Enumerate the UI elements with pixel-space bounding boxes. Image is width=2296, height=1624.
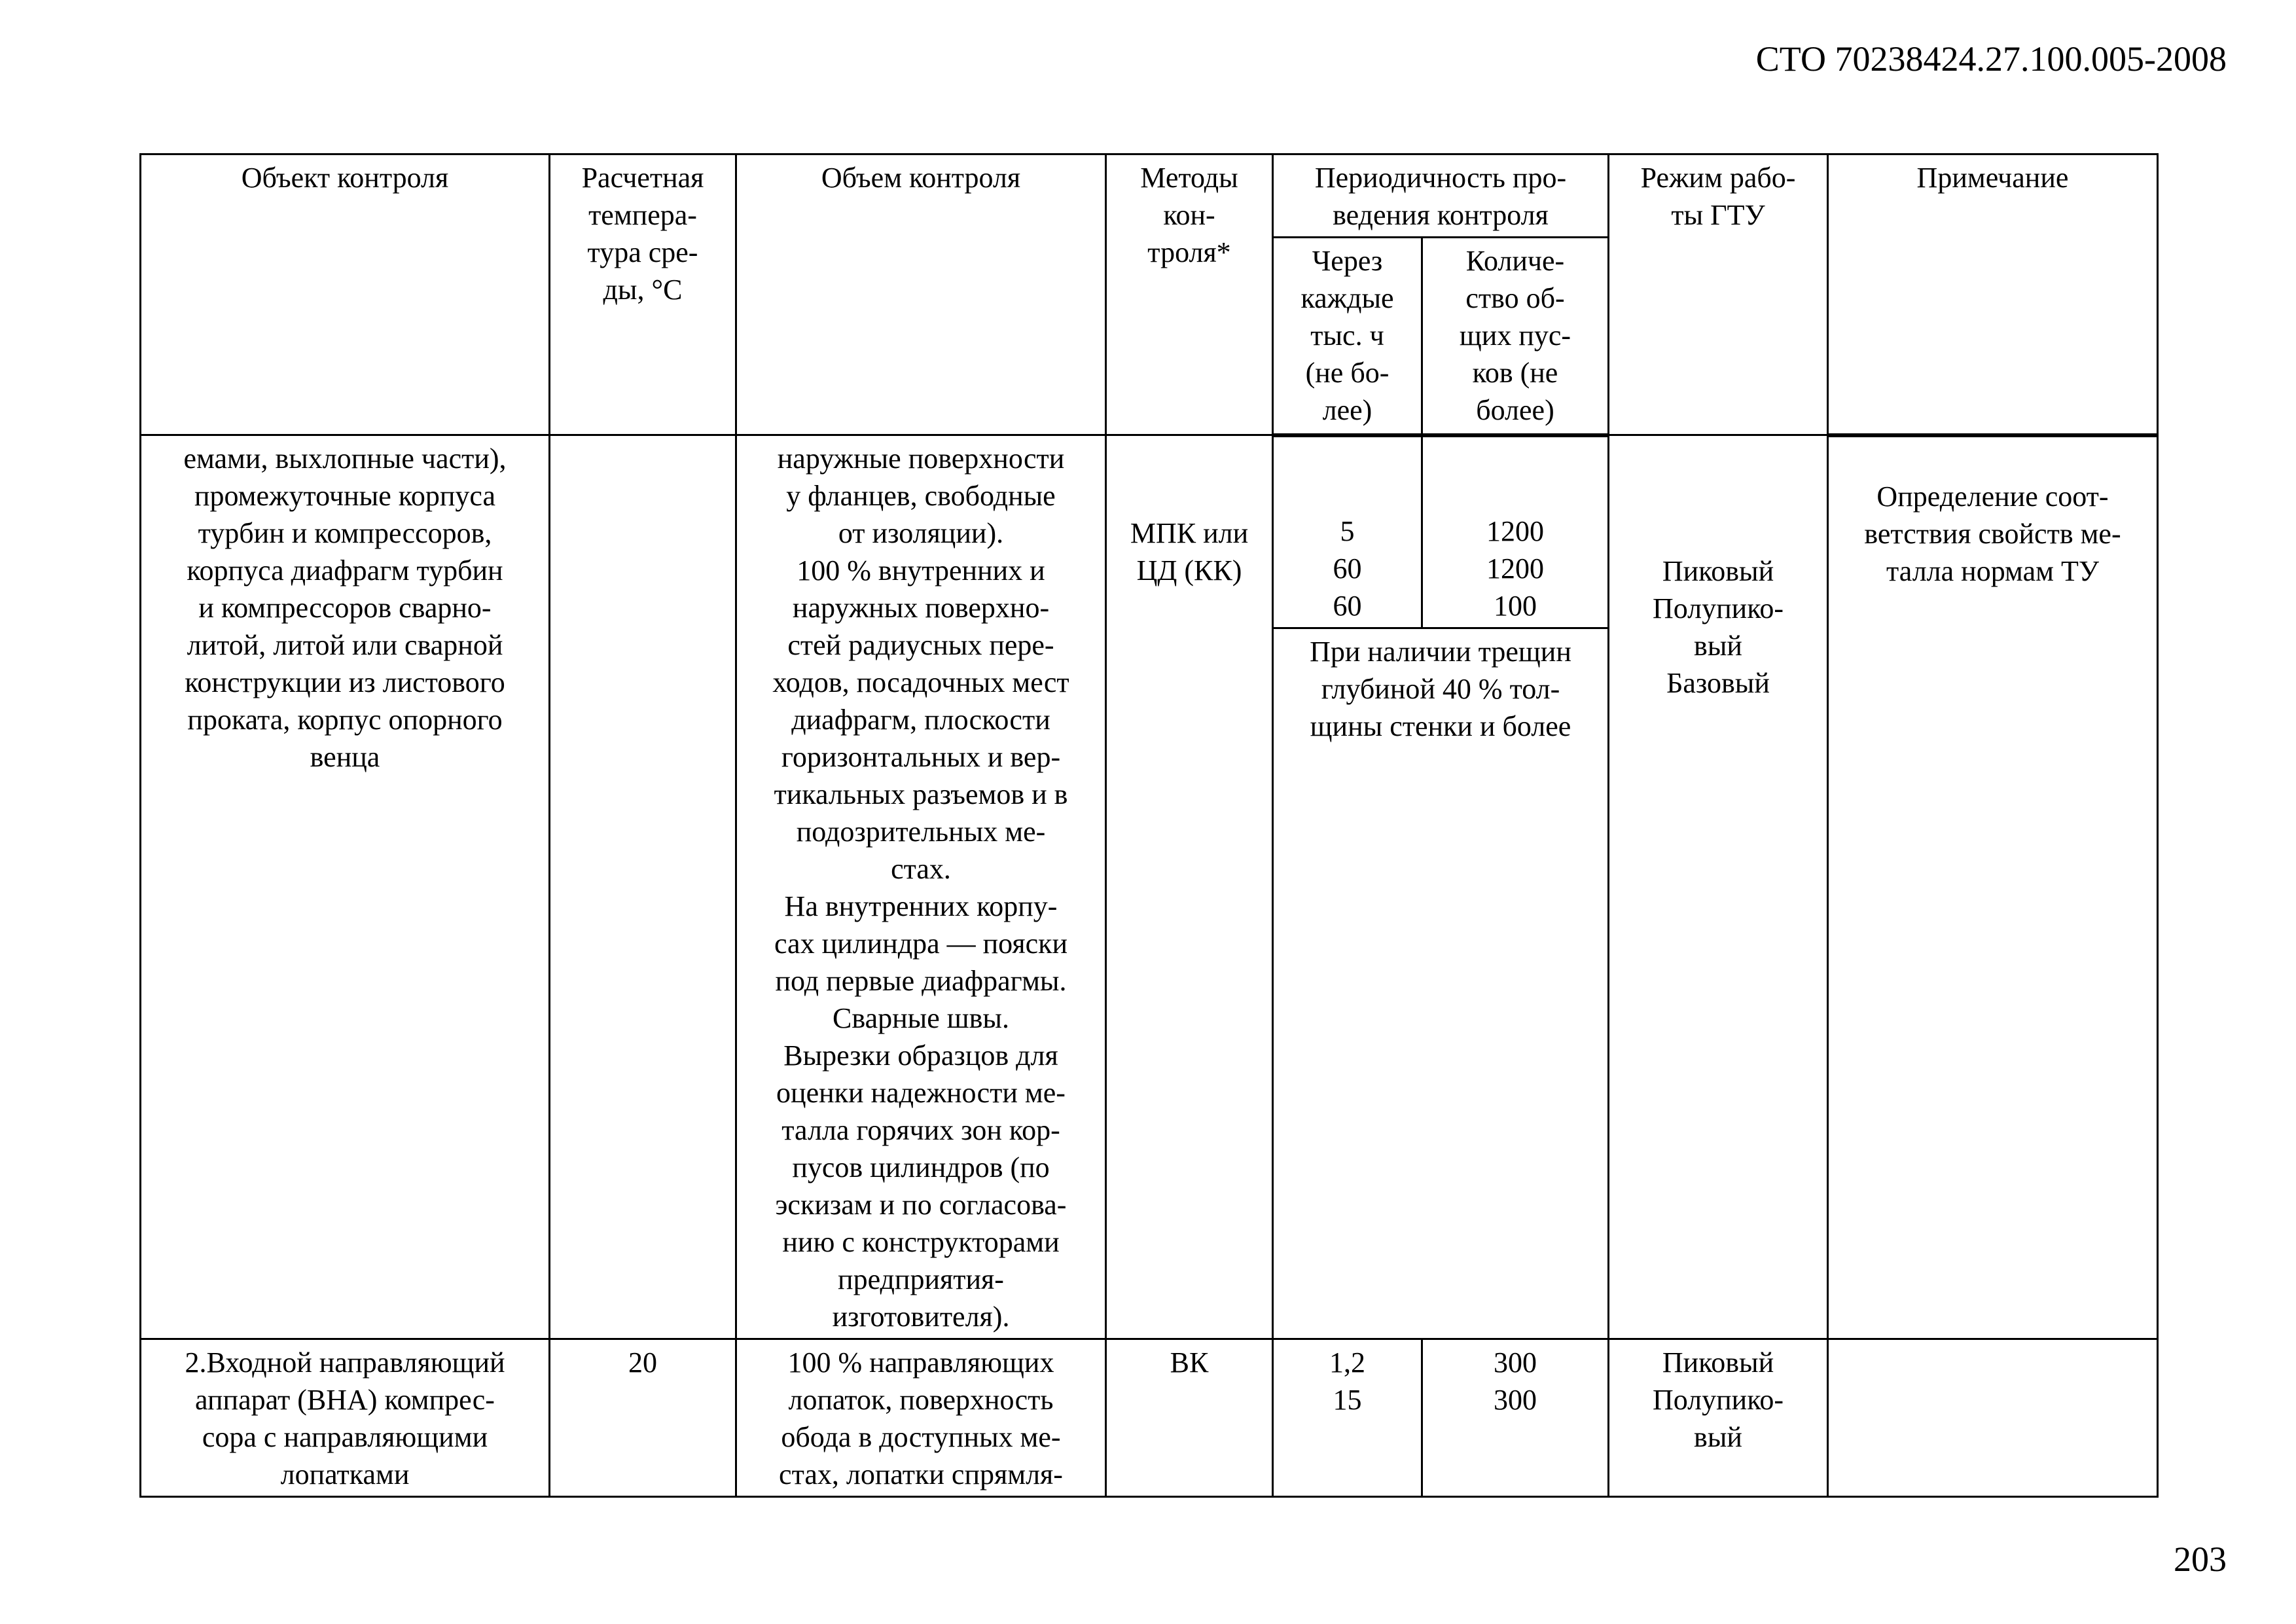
document-code: СТО 70238424.27.100.005-2008	[1755, 39, 2227, 79]
row2-mode: Пиковый Полупико- вый	[1609, 1339, 1828, 1497]
header-note: Примечание	[1828, 154, 2158, 435]
row2-object: 2.Входной направляющий аппарат (ВНА) компрес- сора с направляющими лопатками	[141, 1339, 550, 1497]
row1-methods: МПК или ЦД (КК)	[1106, 435, 1273, 1339]
row1-scope: наружные поверхности у фланцев, свободные от изоляции). 100 % внутренних и наружных поверхно- стей радиусных пере- ходов, посадочных мест диафрагм, плоскости горизонтальных и вер- тикальных разъемов и в подозрительных ме- стах. На внутренних корпу- сах цилиндра — пояски под первые диафрагмы. Сварные швы. Вырезки образцов для оценки надежности ме- талла горячих зон кор- пусов цилиндров (по эскизам и по согласова- нию с конструкторами предприятия- изготовителя).	[736, 435, 1106, 1339]
header-periodicity: Периодичность про- ведения контроля	[1273, 154, 1609, 238]
row1-note: Определение соот- ветствия свойств ме- талла нормам ТУ	[1828, 435, 2158, 1339]
header-scope: Объем контроля	[736, 154, 1106, 435]
row2-note	[1828, 1339, 2158, 1497]
row2-period-starts: 300 300	[1422, 1339, 1609, 1497]
row1-mode: Пиковый Полупико- вый Базовый	[1609, 435, 1828, 1339]
header-object: Объект контроля	[141, 154, 550, 435]
row1-period-condition: При наличии трещин глубиной 40 % тол- щины стенки и более	[1273, 628, 1609, 1339]
row2-period-hours: 1,2 15	[1273, 1339, 1422, 1497]
row2-scope: 100 % направляющих лопаток, поверхность обода в доступных ме- стах, лопатки спрямля-	[736, 1339, 1106, 1497]
page-number: 203	[2174, 1540, 2227, 1579]
row1-temperature	[550, 435, 736, 1339]
row1-period-starts: 1200 1200 100	[1422, 435, 1609, 628]
header-temperature: Расчетная темпера- тура сре- ды, °С	[550, 154, 736, 435]
header-methods: Методы кон- троля*	[1106, 154, 1273, 435]
header-period-starts: Количе- ство об- щих пус- ков (не более)	[1422, 238, 1609, 435]
row1-object: емами, выхлопные части), промежуточные корпуса турбин и компрессоров, корпуса диафрагм турбин и компрессоров сварно- литой, литой или сварной конструкции из листового проката, корпус опорного венца	[141, 435, 550, 1339]
row2-temperature: 20	[550, 1339, 736, 1497]
inspection-table	[139, 153, 2159, 1498]
header-period-hours: Через каждые тыс. ч (не бо- лее)	[1273, 238, 1422, 435]
row2-methods: ВК	[1106, 1339, 1273, 1497]
header-mode: Режим рабо- ты ГТУ	[1609, 154, 1828, 435]
row1-period-hours: 5 60 60	[1273, 435, 1422, 628]
